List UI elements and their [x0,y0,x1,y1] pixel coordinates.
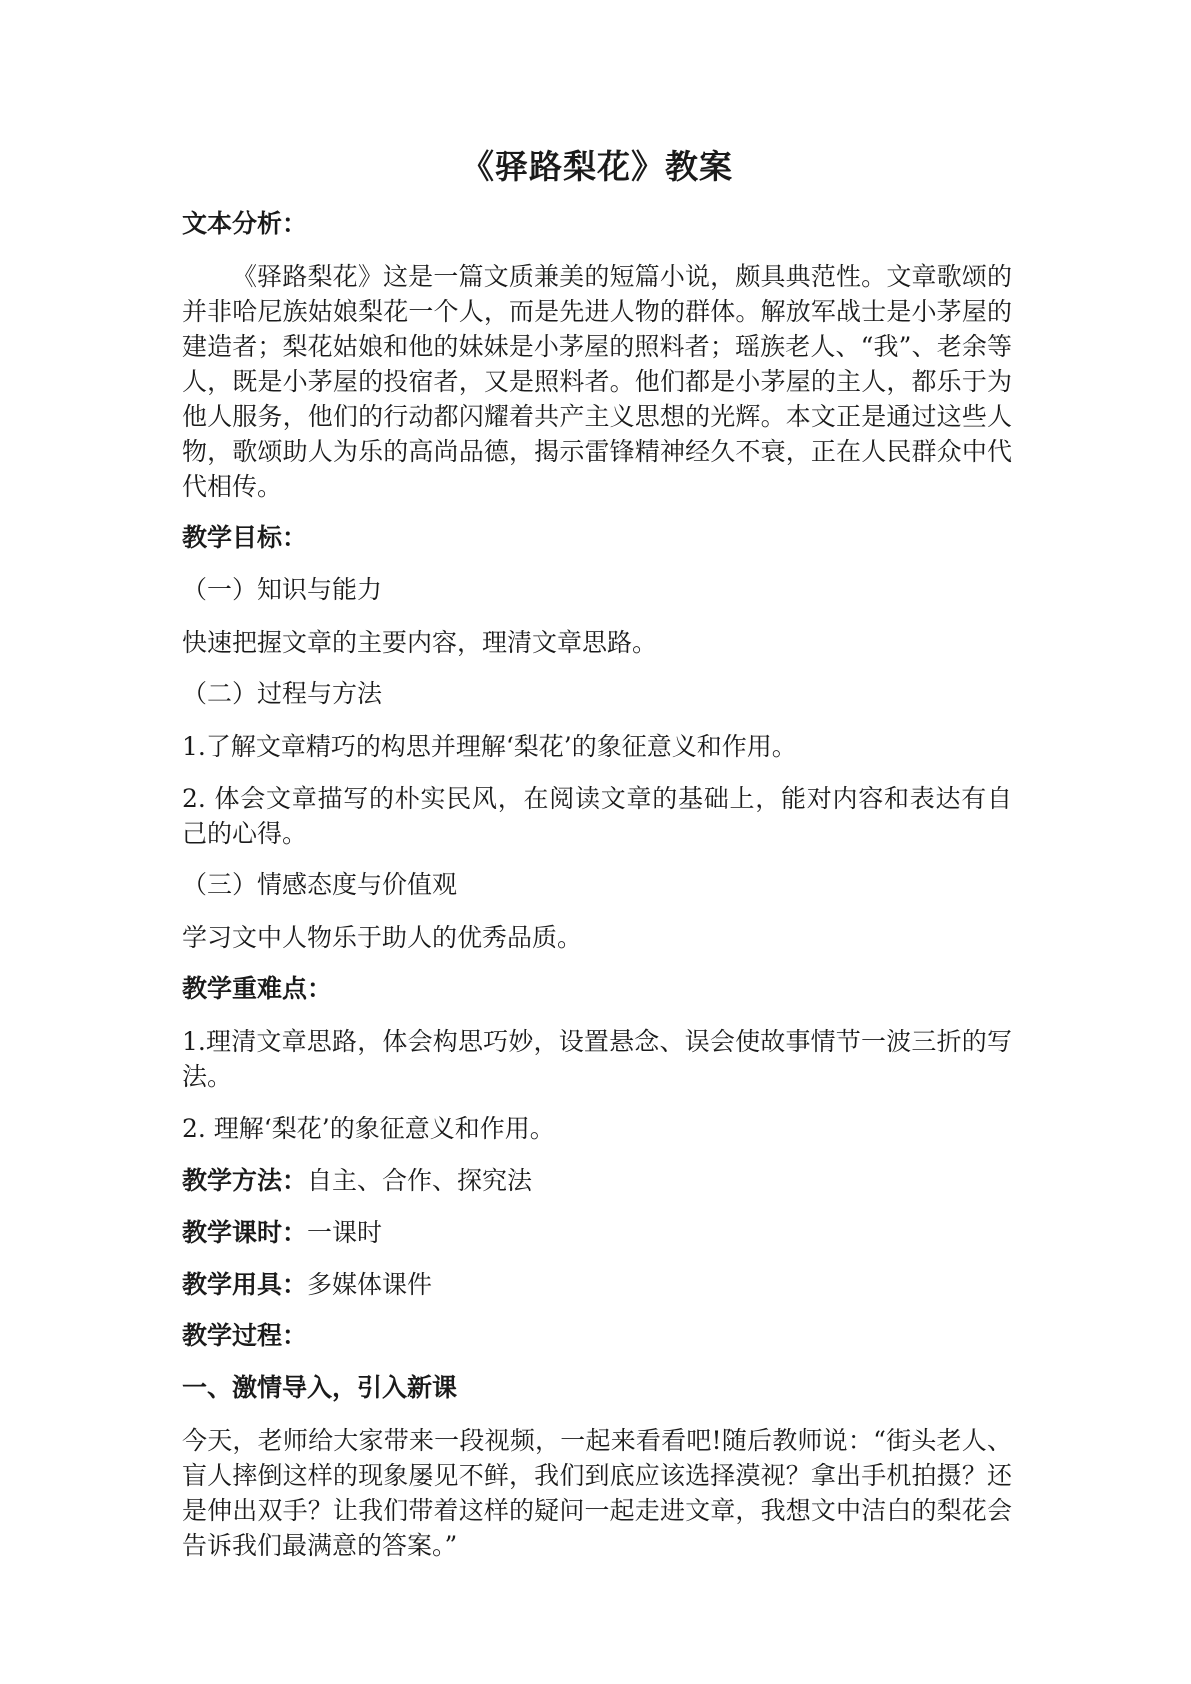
objective-section1-body: 快速把握文章的主要内容，理清文章思路。 [182,628,658,657]
objective-section2-item1: 1.了解文章精巧的构思并理解‘梨花’的象征意义和作用。 [182,732,797,761]
teaching-method [182,1163,1012,1198]
teaching-tools-label: 教学用具： [182,1270,308,1299]
teaching-method-label: 教学方法： [182,1166,308,1195]
objective-section2-title: （二）过程与方法 [182,679,383,708]
teaching-hours-value: 一课时 [307,1218,383,1247]
keypoints-item2: 2. 理解‘梨花’的象征意义和作用。 [182,1114,555,1143]
teaching-hours-label: 教学课时： [182,1218,308,1247]
teaching-method-value: 自主、合作、探究法 [307,1166,533,1195]
objective-section1-title: （一）知识与能力 [182,575,383,604]
document-title: 《驿路梨花》教案 [461,147,733,186]
process-step1-heading: 一、激情导入，引入新课 [182,1373,458,1402]
process-step1-body: 今天，老师给大家带来一段视频，一起来看看吧!随后教师说：“街头老人、盲人摔倒这样的现象屡见不鲜，我们到底应该选择漠视？拿出手机拍摄？还是伸出双手？让我们带着这样的疑问一起走进文章，我想文中洁白的梨花会告诉我们最满意的答案。” [182,1426,1012,1560]
keypoints-item1: 1.理清文章思路，体会构思巧妙，设置悬念、误会使故事情节一波三折的写法。 [182,1027,1012,1091]
objective-section3-body: 学习文中人物乐于助人的优秀品质。 [182,923,583,952]
analysis-heading: 文本分析： [182,209,308,238]
keypoints-heading: 教学重难点： [182,974,333,1003]
objective-section3-title: （三）情感态度与价值观 [182,870,458,899]
process-heading: 教学过程： [182,1321,308,1350]
teaching-tools-value: 多媒体课件 [307,1270,433,1299]
teaching-tools [182,1267,1012,1302]
objective-section2-item2: 2. 体会文章描写的朴实民风，在阅读文章的基础上，能对内容和表达有自己的心得。 [182,784,1012,848]
document-content [182,145,1012,1580]
teaching-hours [182,1215,1012,1250]
objectives-heading: 教学目标： [182,523,308,552]
analysis-body: 《驿路梨花》这是一篇文质兼美的短篇小说，颇具典范性。文章歌颂的并非哈尼族姑娘梨花一个人，而是先进人物的群体。解放军战士是小茅屋的建造者；梨花姑娘和他的妹妹是小茅屋的照料者；瑶族老人、“我”、老余等人，既是小茅屋的投宿者，又是照料者。他们都是小茅屋的主人，都乐于为他人服务，他们的行动都闪耀着共产主义思想的光辉。本文正是通过这些人物，歌颂助人为乐的高尚品德，揭示雷锋精神经久不衰，正在人民群众中代代相传。 [182,262,1012,501]
